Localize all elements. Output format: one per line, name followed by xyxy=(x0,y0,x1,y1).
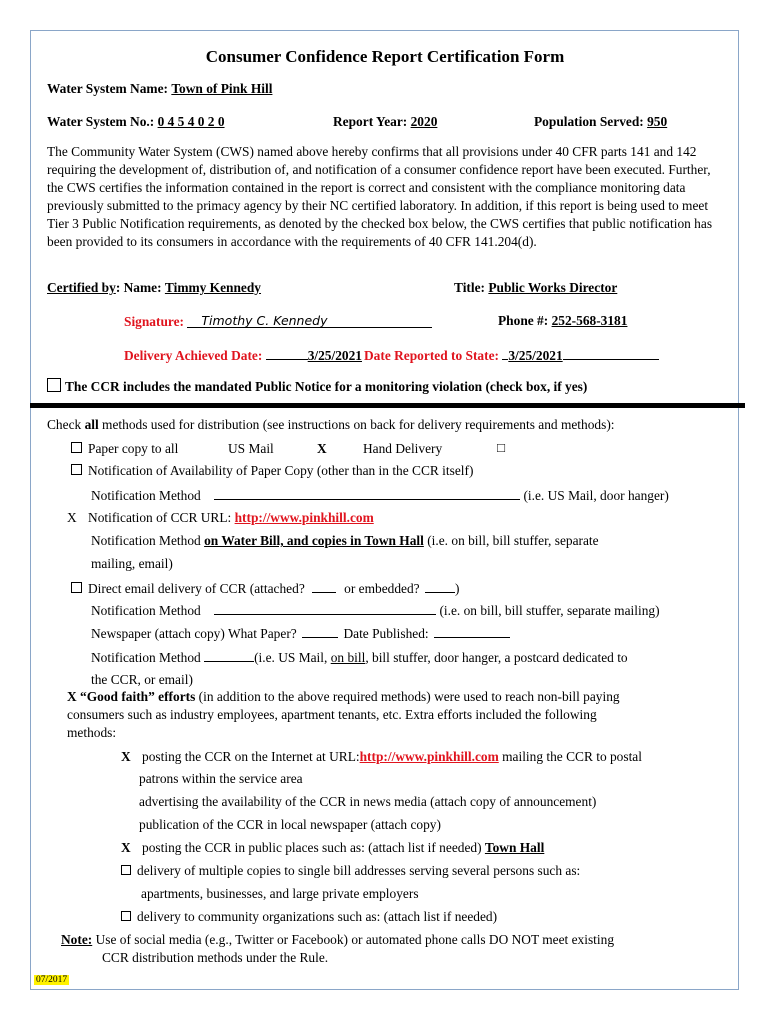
paper-copy-mail: US Mail xyxy=(228,441,274,456)
availability-checkbox[interactable] xyxy=(71,464,82,475)
email-method-field[interactable] xyxy=(214,602,436,615)
good-faith-row xyxy=(67,689,620,705)
hand-delivery-checkbox[interactable]: □ xyxy=(497,440,506,455)
signature-label: Signature: xyxy=(124,314,185,329)
phone-value: 252-568-3181 xyxy=(551,313,628,328)
section-divider xyxy=(30,403,745,408)
effort-multiple-text-b: apartments, businesses, and large private employers xyxy=(141,886,419,901)
availability-method-label: Notification Method xyxy=(91,488,201,503)
effort-internet-text-b: mailing the CCR to postal xyxy=(498,749,642,764)
population-label: Population Served: xyxy=(534,114,644,129)
form-revision-date: 07/2017 xyxy=(36,975,68,985)
email-method-label: Notification Method xyxy=(91,603,201,618)
signature-value: Timothy C. Kennedy xyxy=(201,313,328,328)
system-name-label: Water System Name: xyxy=(47,81,168,96)
ccr-url-link[interactable]: http://www.pinkhill.com xyxy=(234,510,374,525)
ccr-url-row xyxy=(67,510,374,526)
report-year-value: 2020 xyxy=(410,114,438,129)
effort-public-text: posting the CCR in public places such as: (attach list if needed) xyxy=(142,840,485,855)
good-faith-text-1: (in addition to the above required methods) were used to reach non-bill paying xyxy=(195,689,620,704)
news-method-field[interactable] xyxy=(204,649,254,662)
news-method-hint-b: , bill stuffer, door hanger, a postcard dedicated to xyxy=(365,650,628,665)
note-label: Note: xyxy=(61,932,93,947)
system-no-row xyxy=(47,114,225,130)
public-notice-checkbox[interactable] xyxy=(47,378,61,392)
effort-internet-row xyxy=(121,749,642,765)
effort-community-text: delivery to community organizations such as: (attach list if needed) xyxy=(137,909,498,924)
availability-method-row xyxy=(91,487,669,504)
url-method-hint-a: (i.e. on bill, bill stuffer, separate xyxy=(423,533,599,548)
news-method-on-bill: on bill xyxy=(330,650,366,665)
effort-multiple-text-a: delivery of multiple copies to single bill addresses serving several persons such as: xyxy=(137,863,581,878)
paper-copy-label: Paper copy to all xyxy=(88,441,179,456)
good-faith-text-2: consumers such as industry employees, apartment tenants, etc. Extra efforts included the following xyxy=(67,707,597,722)
email-row xyxy=(71,580,459,597)
paper-copy-hand: Hand Delivery xyxy=(363,441,443,456)
news-method-label: Notification Method xyxy=(91,650,201,665)
availability-method-field[interactable] xyxy=(214,487,520,500)
url-method-value: on Water Bill, and copies in Town Hall xyxy=(204,533,424,548)
certified-by-row xyxy=(47,280,261,296)
certified-name-label: : Name: xyxy=(115,280,162,295)
methods-intro-text-b: methods used for distribution (see instructions on back for delivery requirements and methods): xyxy=(98,417,615,432)
paper-copy-checkbox[interactable] xyxy=(71,442,82,453)
email-attached-field[interactable] xyxy=(312,580,336,593)
system-no-label: Water System No.: xyxy=(47,114,155,129)
methods-intro-all: all xyxy=(84,417,99,432)
effort-community-row xyxy=(121,909,497,925)
ccr-url-mark: X xyxy=(67,510,77,525)
good-faith-label: “Good faith” efforts xyxy=(80,689,196,704)
good-faith-mark: X xyxy=(67,689,77,704)
newspaper-date-field[interactable] xyxy=(434,625,510,638)
effort-internet-text-c: patrons within the service area xyxy=(139,771,303,786)
report-year-label: Report Year: xyxy=(333,114,408,129)
paper-copy-mail-mark: X xyxy=(317,441,327,456)
public-notice-row xyxy=(47,378,587,395)
reported-label: Date Reported to State: xyxy=(364,348,499,363)
email-method-hint: (i.e. on bill, bill stuffer, separate mailing) xyxy=(439,603,660,618)
availability-method-hint: (i.e. US Mail, door hanger) xyxy=(523,488,669,503)
email-embedded-field[interactable] xyxy=(425,580,455,593)
note-row xyxy=(61,932,614,948)
delivery-label: Delivery Achieved Date: xyxy=(124,348,263,363)
signature-line[interactable] xyxy=(187,315,432,328)
news-method-hint-c: the CCR, or email) xyxy=(91,672,193,687)
effort-public-row xyxy=(121,840,544,856)
certified-by-label: Certified by xyxy=(47,280,116,295)
intro-paragraph: The Community Water System (CWS) named above hereby confirms that all provisions under 40 CFR parts 141 and 142 requiring the development of, distribution of, and notification of a consumer confidence report have been executed. Further, the CWS certifies the information contained in the report is correct and consistent with the compliance monitoring data previously submitted to the primacy agency by their NC certified laboratory. In addition, if this report is being used to meet Tier 3 Public Notification requirements, as denoted by the checked box below, the CWS certifies that public notification has been provided to its consumers in accordance with the requirements of 40 CFR 141.204(d). xyxy=(47,144,713,249)
newspaper-label: Newspaper (attach copy) What Paper? xyxy=(91,626,297,641)
note-text-a: Use of social media (e.g., Twitter or Facebook) or automated phone calls DO NOT meet existing xyxy=(92,932,615,947)
delivery-blank xyxy=(266,347,308,360)
delivery-row xyxy=(124,347,659,364)
certified-name-value: Timmy Kennedy xyxy=(164,280,262,295)
url-method-label: Notification Method xyxy=(91,533,201,548)
url-method-row xyxy=(91,533,599,549)
news-method-row xyxy=(91,649,628,666)
phone-row xyxy=(498,313,627,329)
newspaper-row xyxy=(91,625,510,642)
certified-title-value: Public Works Director xyxy=(488,280,618,295)
email-close: ) xyxy=(454,581,460,596)
effort-public-value: Town Hall xyxy=(484,840,545,855)
certified-title-row xyxy=(454,280,617,296)
public-notice-label: The CCR includes the mandated Public Notice for a monitoring violation (check box, if yes) xyxy=(65,379,588,394)
note-text-b: CCR distribution methods under the Rule. xyxy=(102,950,329,965)
availability-label: Notification of Availability of Paper Copy (other than in the CCR itself) xyxy=(88,463,474,478)
email-checkbox[interactable] xyxy=(71,582,82,593)
system-no-value: 0 4 5 4 0 2 0 xyxy=(157,114,225,129)
effort-publication: publication of the CCR in local newspaper (attach copy) xyxy=(139,817,441,832)
effort-multiple-checkbox[interactable] xyxy=(121,865,131,875)
system-name-row xyxy=(47,81,272,97)
effort-internet-mark: X xyxy=(121,749,131,764)
signature-row xyxy=(124,313,432,330)
newspaper-date-label: Date Published: xyxy=(343,626,429,641)
availability-row xyxy=(71,463,473,479)
email-embedded-label: or embedded? xyxy=(344,581,420,596)
news-method-hint-a: (i.e. US Mail, xyxy=(254,650,331,665)
newspaper-paper-field[interactable] xyxy=(302,625,338,638)
reported-trail-line xyxy=(563,347,659,360)
certified-title-label: Title: xyxy=(454,280,485,295)
delivery-value: 3/25/2021 xyxy=(307,348,362,363)
methods-intro xyxy=(47,417,615,433)
population-row xyxy=(534,114,667,130)
ccr-url-label: Notification of CCR URL: xyxy=(88,510,232,525)
phone-label: Phone #: xyxy=(498,313,549,328)
email-method-row xyxy=(91,602,660,619)
url-method-hint-b: mailing, email) xyxy=(91,556,173,571)
form-title: Consumer Confidence Report Certification Form xyxy=(205,47,565,66)
effort-multiple-row xyxy=(121,863,580,879)
effort-community-checkbox[interactable] xyxy=(121,911,131,921)
system-name-value: Town of Pink Hill xyxy=(171,81,273,96)
methods-intro-text-a: Check xyxy=(47,417,85,432)
effort-internet-text-a: posting the CCR on the Internet at URL: xyxy=(142,749,360,764)
reported-value: 3/25/2021 xyxy=(508,348,563,363)
effort-advertising: advertising the availability of the CCR in news media (attach copy of announcement) xyxy=(139,794,597,809)
effort-internet-link[interactable]: http://www.pinkhill.com xyxy=(359,749,499,764)
effort-public-mark: X xyxy=(121,840,131,855)
report-year-row xyxy=(333,114,437,130)
paper-copy-row xyxy=(71,441,178,457)
email-label: Direct email delivery of CCR (attached? xyxy=(88,581,305,596)
population-value: 950 xyxy=(647,114,668,129)
good-faith-text-3: methods: xyxy=(67,725,117,740)
